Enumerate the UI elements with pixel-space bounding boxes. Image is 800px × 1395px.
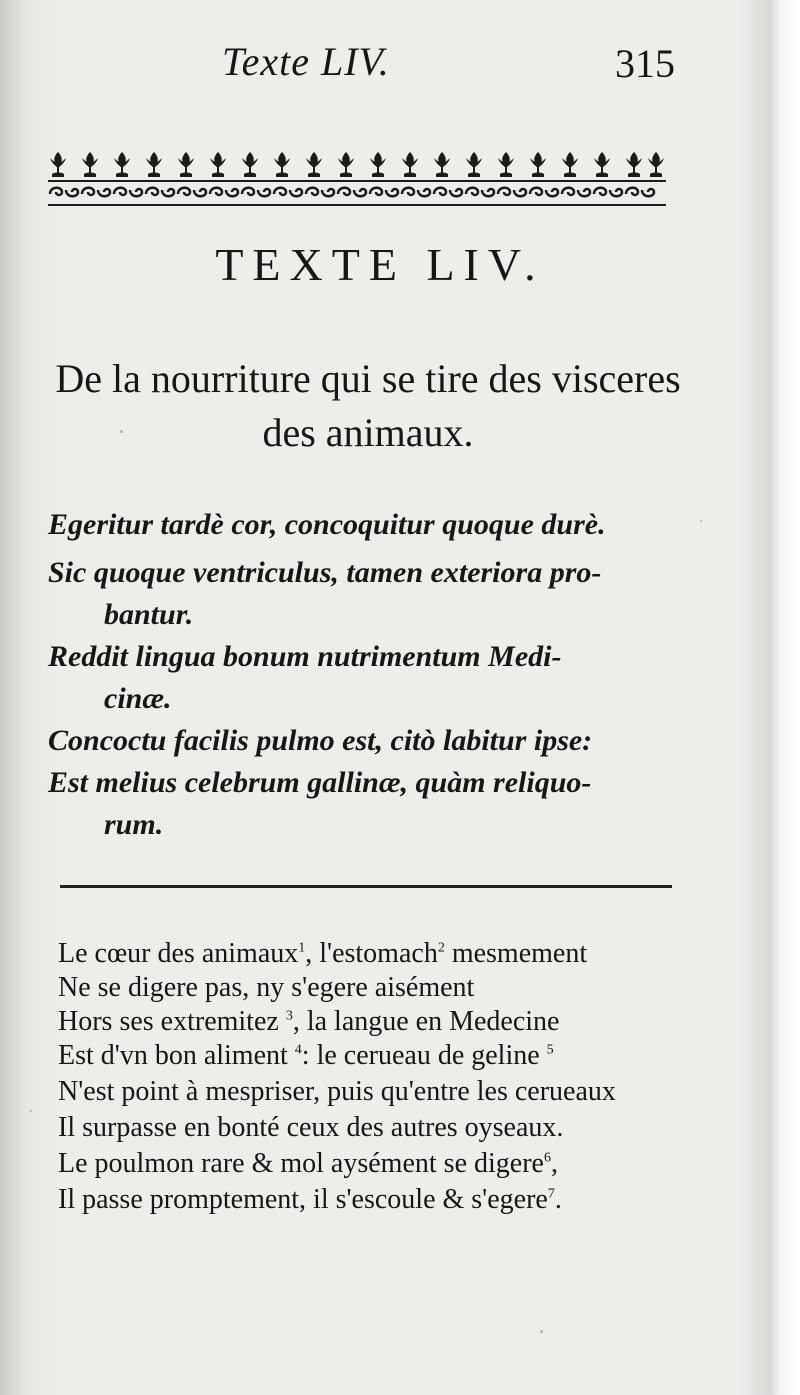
chapter-heading <box>48 352 688 460</box>
footnote-marker: 1 <box>298 940 306 956</box>
french-verse-line: Il surpasse en bonté ceux des autres oyseaux. <box>58 1112 564 1143</box>
french-verse-line: Le cœur des animaux$^1$, l'estomach$^2$ mesmement <box>58 938 588 969</box>
paper-speck <box>30 1110 32 1112</box>
decorative-ornament-band <box>48 150 666 212</box>
latin-verse-line: Sic quoque ventriculus, tamen exteriora pro- <box>48 556 602 589</box>
latin-verse-line: Concoctu facilis pulmo est, citò labitur ipse: <box>48 724 593 757</box>
french-verse-line: Il passe promptement, il s'escoule & s'egere$^7$. <box>58 1184 562 1215</box>
footnote-marker: 5 <box>546 1042 554 1058</box>
latin-verse-line: rum. <box>104 808 164 841</box>
latin-verse-line: Reddit lingua bonum nutrimentum Medi- <box>48 640 562 673</box>
french-verse-line: Ne se digere pas, ny s'egere aisément <box>58 972 475 1003</box>
running-title: Texte LIV. <box>222 39 390 84</box>
section-title: TEXTE LIV. <box>215 239 545 290</box>
chapter-heading-line-2: des animaux. <box>262 410 474 455</box>
latin-verse-line: bantur. <box>104 598 194 631</box>
footnote-marker: 4 <box>294 1042 302 1058</box>
footnote-marker: 7 <box>547 1186 555 1202</box>
footnote-marker: 6 <box>543 1150 551 1166</box>
horizontal-rule <box>60 885 672 888</box>
footnote-marker: 3 <box>285 1008 293 1024</box>
french-verse-line: Hors ses extremitez $^3$, la langue en Medecine <box>58 1006 560 1037</box>
french-verse-line: Est d'vn bon aliment $^4$: le cerueau de geline $^5$ <box>58 1040 554 1071</box>
latin-verse-line: Egeritur tardè cor, concoquitur quoque durè. <box>48 508 606 541</box>
paper-speck <box>540 1330 543 1333</box>
latin-verse-line: cinæ. <box>104 682 172 715</box>
french-verse-line: N'est point à mespriser, puis qu'entre les cerueaux <box>58 1076 616 1107</box>
footnote-marker: 2 <box>437 940 445 956</box>
latin-verse-line: Est melius celebrum gallinæ, quàm reliquo- <box>48 766 592 799</box>
chapter-heading-line-1: De la nourriture qui se tire des visceres <box>55 356 681 401</box>
french-verse-line: Le poulmon rare & mol aysément se digere$^6$, <box>58 1148 558 1179</box>
page-number: 315 <box>615 41 675 86</box>
paper-speck <box>700 520 702 522</box>
running-head <box>0 38 800 98</box>
